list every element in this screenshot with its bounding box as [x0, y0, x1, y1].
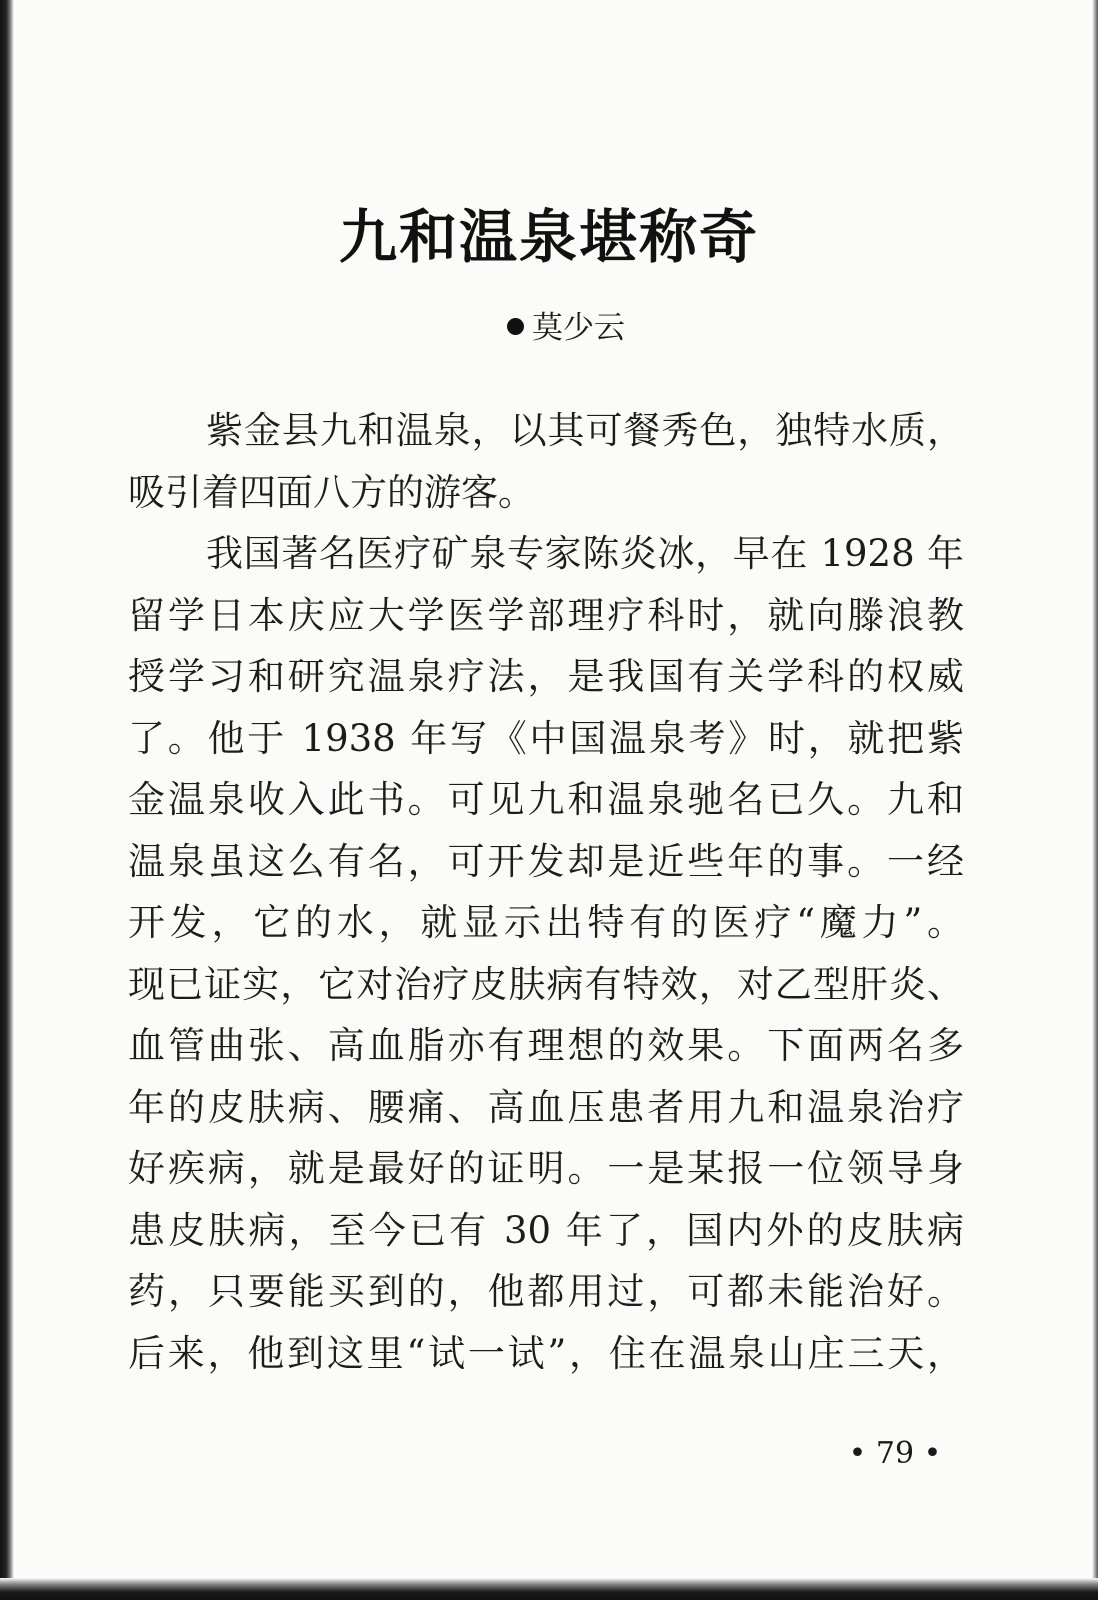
page-edge-bottom [0, 1578, 1098, 1600]
text-line: 患皮肤病，至今已有 30 年了，国内外的皮肤病 [128, 1208, 964, 1252]
text-line: 授学习和研究温泉疗法，是我国有关学科的权威 [128, 655, 964, 698]
bullet-icon [507, 318, 524, 335]
text-line: 留学日本庆应大学医学部理疗科时，就向滕浪教 [128, 593, 964, 637]
text-line: 药，只要能买到的，他都用过，可都未能治好。 [128, 1270, 964, 1313]
text-line: 现已证实，它对治疗皮肤病有特效，对乙型肝炎、 [128, 962, 964, 1006]
article-body [128, 400, 964, 1384]
text-line: 金温泉收入此书。可见九和温泉驰名已久。九和 [128, 778, 964, 821]
text-line: 我国著名医疗矿泉专家陈炎冰，早在 1928 年 [206, 532, 964, 575]
text-line: 年的皮肤病、腰痛、高血压患者用九和温泉治疗 [128, 1085, 964, 1129]
page-number: • 79 • [848, 1436, 942, 1471]
text-line: 后来，他到这里“试一试”，住在温泉山庄三天， [128, 1331, 964, 1375]
author-name: 莫少云 [532, 310, 625, 346]
author-line [0, 302, 1098, 347]
text-line: 了。他于 1938 年写《中国温泉考》时，就把紫 [128, 716, 964, 760]
text-line: 开发，它的水，就显示出特有的医疗“魔力”。 [128, 901, 964, 944]
text-line: 温泉虽这么有名，可开发却是近些年的事。一经 [128, 839, 964, 883]
article-title: 九和温泉堪称奇 [338, 203, 759, 271]
text-line: 好疾病，就是最好的证明。一是某报一位领导身 [128, 1147, 964, 1190]
text-line: 紫金县九和温泉，以其可餐秀色，独特水质， [206, 409, 964, 452]
text-line: 血管曲张、高血脂亦有理想的效果。下面两名多 [128, 1024, 964, 1067]
text-line: 吸引着四面八方的游客。 [128, 470, 535, 514]
